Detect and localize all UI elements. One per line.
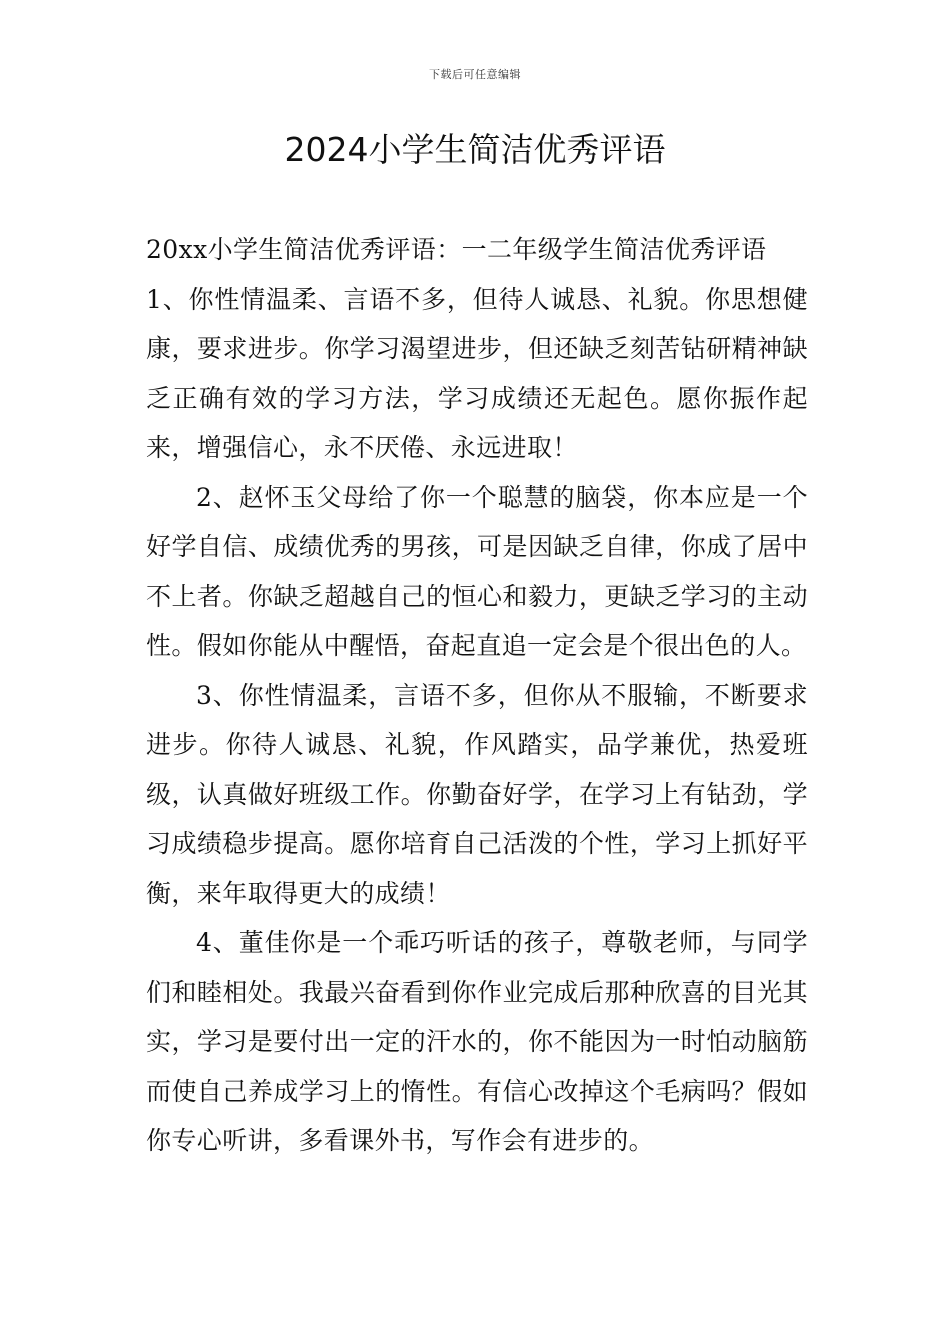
comment-paragraph-1: 1、你性情温柔、言语不多，但待人诚恳、礼貌。你思想健康，要求进步。你学习渴望进步，但还缺乏刻苦钻研精神缺乏正确有效的学习方法，学习成绩还无起色。愿你振作起来，增强信心，永不厌倦、永远进取！ bbox=[146, 284, 808, 462]
comment-paragraph-3: 3、你性情温柔，言语不多，但你从不服输，不断要求进步。你待人诚恳、礼貌，作风踏实，品学兼优，热爱班级，认真做好班级工作。你勤奋好学，在学习上有钻劲，学习成绩稳步提高。愿你培育自己活泼的个性，学习上抓好平衡，来年取得更大的成绩！ bbox=[146, 680, 808, 908]
header-note: 下载后可任意编辑 bbox=[429, 68, 521, 81]
intro-line: 20xx小学生简洁优秀评语：一二年级学生简洁优秀评语 bbox=[146, 235, 767, 264]
document-body bbox=[146, 225, 808, 1166]
document-title: 2024小学生简洁优秀评语 bbox=[284, 130, 666, 169]
comment-paragraph-4: 4、董佳你是一个乖巧听话的孩子，尊敬老师，与同学们和睦相处。我最兴奋看到你作业完成后那种欣喜的目光其实，学习是要付出一定的汗水的，你不能因为一时怕动脑筋而使自己养成学习上的惰性。有信心改掉这个毛病吗？假如你专心听讲，多看课外书，写作会有进步的。 bbox=[146, 928, 808, 1155]
comment-paragraph-2: 2、赵怀玉父母给了你一个聪慧的脑袋，你本应是一个好学自信、成绩优秀的男孩，可是因缺乏自律，你成了居中不上者。你缺乏超越自己的恒心和毅力，更缺乏学习的主动性。假如你能从中醒悟，奋起直追一定会是个很出色的人。 bbox=[146, 482, 808, 660]
